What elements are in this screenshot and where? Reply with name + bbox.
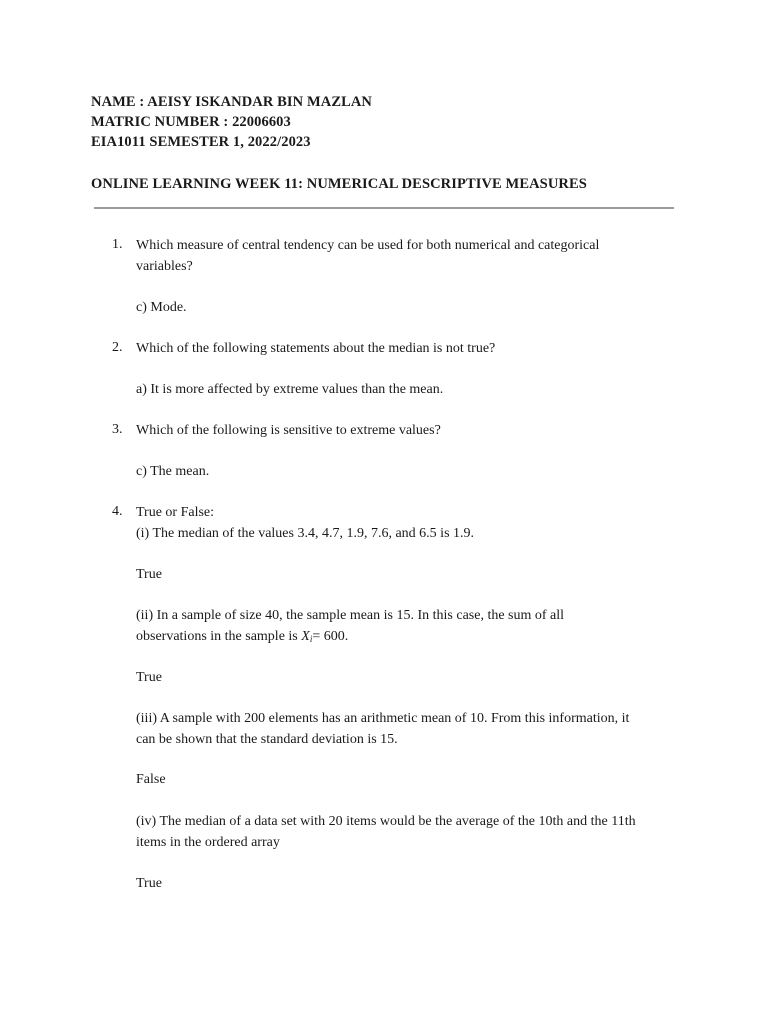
student-name: NAME : AEISY ISKANDAR BIN MAZLAN <box>91 94 373 110</box>
part-i-answer: True <box>136 567 162 582</box>
part-i-statement: (i) The median of the values 3.4, 4.7, 1.9, 7.6, and 6.5 is 1.9. <box>136 526 475 541</box>
question-text-line: True or False: <box>136 505 215 520</box>
title-divider <box>94 207 674 209</box>
answer-text: c) The mean. <box>136 464 210 479</box>
part-ii-text: = 600. <box>312 629 349 644</box>
part-ii-statement: (ii) In a sample of size 40, the sample mean is 15. In this case, the sum of all <box>136 608 565 623</box>
question-number: 1. <box>112 237 123 252</box>
question-number: 4. <box>112 504 123 519</box>
part-iii-statement: (iii) A sample with 200 elements has an arithmetic mean of 10. From this information, it <box>136 711 630 726</box>
subscript-i: i <box>309 634 313 644</box>
part-iv-statement: (iv) The median of a data set with 20 items would be the average of the 10th and the 11th <box>136 814 636 829</box>
course-semester: EIA1011 SEMESTER 1, 2022/2023 <box>91 134 311 150</box>
question-number: 2. <box>112 340 123 355</box>
variable-x: X <box>301 629 310 644</box>
question-text-line: variables? <box>136 259 193 274</box>
part-ii-statement-line2 <box>136 626 348 650</box>
part-ii-text: observations in the sample is <box>136 629 302 644</box>
part-iv-answer: True <box>136 876 162 891</box>
part-ii-answer: True <box>136 670 162 685</box>
question-text-line: Which of the following is sensitive to extreme values? <box>136 423 441 438</box>
question-text-line: Which measure of central tendency can be used for both numerical and categorical <box>136 238 600 253</box>
answer-text: c) Mode. <box>136 300 187 315</box>
matric-number: MATRIC NUMBER : 22006603 <box>91 114 291 130</box>
part-iii-answer: False <box>136 772 166 787</box>
document-title: ONLINE LEARNING WEEK 11: NUMERICAL DESCRIPTIVE MEASURES <box>91 176 587 192</box>
question-text-line: Which of the following statements about the median is not true? <box>136 341 496 356</box>
part-iii-statement-line2: can be shown that the standard deviation is 15. <box>136 732 398 747</box>
question-number: 3. <box>112 422 123 437</box>
answer-text: a) It is more affected by extreme values than the mean. <box>136 382 444 397</box>
part-iv-statement-line2: items in the ordered array <box>136 835 280 850</box>
